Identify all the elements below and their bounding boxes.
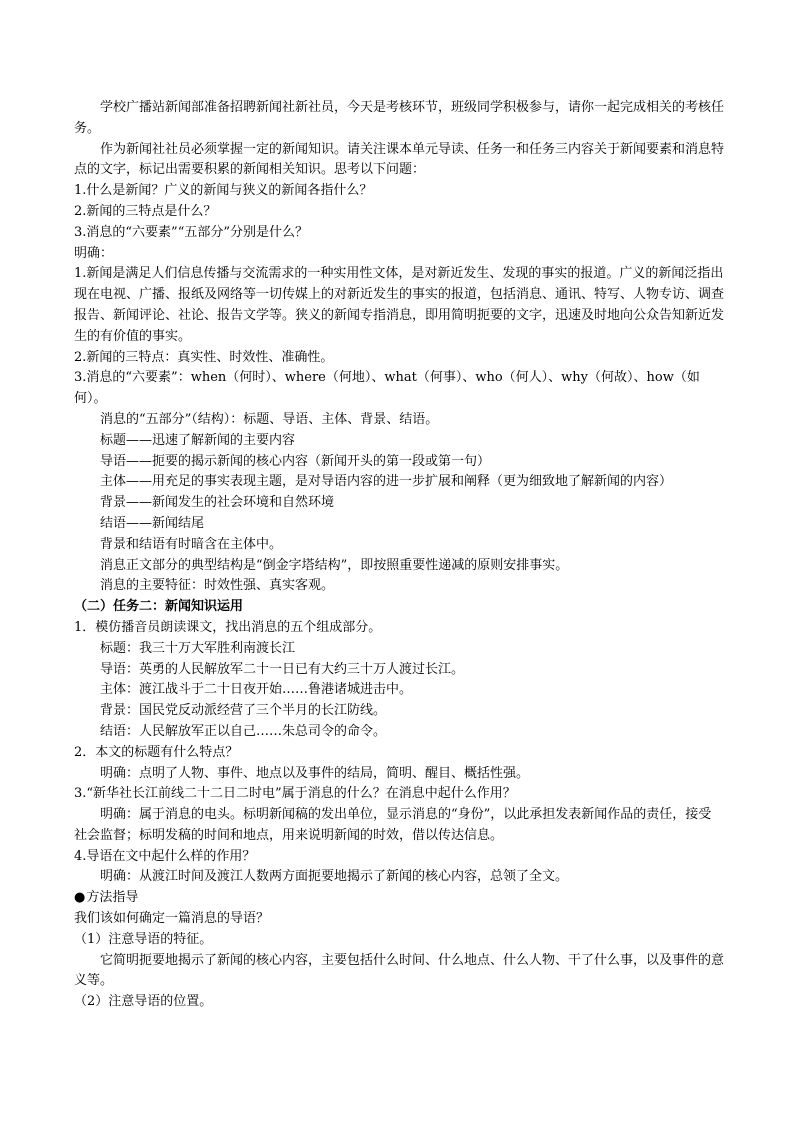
note-implicit: 背景和结语有时暗含在主体中。 xyxy=(100,536,283,552)
part-background: 背景——新闻发生的社会环境和自然环境 xyxy=(100,495,335,511)
note-pyramid: 消息正文部分的典型结构是“倒金字塔结构”，即按照重要性递减的原则安排事实。 xyxy=(100,557,569,573)
answer-1: 1.新闻是满足人们信息传播与交流需求的一种实用性文体，是对新近发生、发现的事实的报道。广义的新闻泛指出现在电视、广播、报纸及网络等一切传媒上的对新近发生的事实的报道，包括消息、通讯、特写、人物专访、调查报告、新闻评论、社论、报告文学等。狭义的新闻专指消息，即用简明扼要的文字，迅速及时地向公众告知新近发生的有价值的事实。 xyxy=(74,266,725,344)
task2-q4: 4.导语在文中起什么样的作用？ xyxy=(74,848,256,864)
question-1: 1.什么是新闻？广义的新闻与狭义的新闻各指什么？ xyxy=(74,183,373,199)
section-heading-task2: （二）任务二：新闻知识运用 xyxy=(74,599,244,615)
part-title: 标题——迅速了解新闻的主要内容 xyxy=(100,432,296,448)
note-features: 消息的主要特征：时效性强、真实客观。 xyxy=(100,578,335,594)
task2-q1: 1．模仿播音员朗读课文，找出消息的五个组成部分。 xyxy=(74,619,382,635)
method-step-1: （1）注意导语的特征。 xyxy=(74,931,213,947)
method-step-1-detail: 它简明扼要地揭示了新闻的核心内容，主要包括什么时间、什么地点、什么人物、干了什么事，以及事件的意义等。 xyxy=(74,952,725,989)
task2-a3: 明确：属于消息的电头。标明新闻稿的发出单位，显示消息的“身份”，以此承担发表新闻作品的责任，接受社会监督；标明发稿的时间和地点，用来说明新闻的时效，借以传达信息。 xyxy=(74,807,712,843)
task-paragraph: 作为新闻社社员必须掌握一定的新闻知识。请关注课本单元导读、任务一和任务三内容关于新闻要素和消息特点的文字，标记出需要积累的新闻相关知识。思考以下问题： xyxy=(74,141,725,178)
intro-paragraph: 学校广播站新闻部准备招聘新闻社新社员，今天是考核环节，班级同学积极参与，请你一起完成相关的考核任务。 xyxy=(74,100,725,136)
example-ending: 结语：人民解放军正以自己……朱总司令的命令。 xyxy=(100,723,387,739)
part-ending: 结语——新闻结尾 xyxy=(100,515,205,531)
task2-a2: 明确：点明了人物、事件、地点以及事件的结局，简明、醒目、概括性强。 xyxy=(100,765,530,781)
method-heading xyxy=(74,888,724,909)
question-3: 3.消息的“六要素”“五部分”分别是什么？ xyxy=(74,224,308,240)
example-title: 标题：我三十万大军胜利南渡长江 xyxy=(100,640,296,656)
example-body: 主体：渡江战斗于二十日夜开始……鲁港诸城进击中。 xyxy=(100,682,413,698)
task2-q3: 3.“新华社长江前线二十二日二时电”属于消息的什么？在消息中起什么作用？ xyxy=(74,786,516,802)
task2-q2: 2．本文的标题有什么特点？ xyxy=(74,744,239,760)
method-question: 我们该如何确定一篇消息的导语？ xyxy=(74,911,270,927)
part-lead: 导语——扼要的揭示新闻的核心内容（新闻开头的第一段或第一句） xyxy=(100,453,491,469)
bullet-icon: ● xyxy=(74,890,86,906)
answer-2: 2.新闻的三特点：真实性、时效性、准确性。 xyxy=(74,349,334,365)
task2-a4: 明确：从渡江时间及渡江人数两方面扼要地揭示了新闻的核心内容，总领了全文。 xyxy=(100,869,569,885)
example-lead: 导语：英勇的人民解放军二十一日已有大约三十万人渡过长江。 xyxy=(100,661,465,677)
method-step-2: （2）注意导语的位置。 xyxy=(74,994,213,1010)
example-background: 背景：国民党反动派经营了三个半月的长江防线。 xyxy=(100,703,387,719)
method-heading-text: 方法指导 xyxy=(86,890,139,906)
answer-label: 明确： xyxy=(74,245,114,261)
answer-3: 3.消息的“六要素”：when（何时）、where（何地）、what（何事）、who（何人）、why（何故）、how（如何）。 xyxy=(74,370,700,407)
five-parts: 消息的“五部分”（结构）：标题、导语、主体、背景、结语。 xyxy=(100,411,439,427)
question-2: 2.新闻的三特点是什么？ xyxy=(74,203,217,219)
part-body: 主体——用充足的事实表现主题，是对导语内容的进一步扩展和阐释（更为细致地了解新闻的内容） xyxy=(100,474,673,490)
document-body xyxy=(74,98,724,1013)
